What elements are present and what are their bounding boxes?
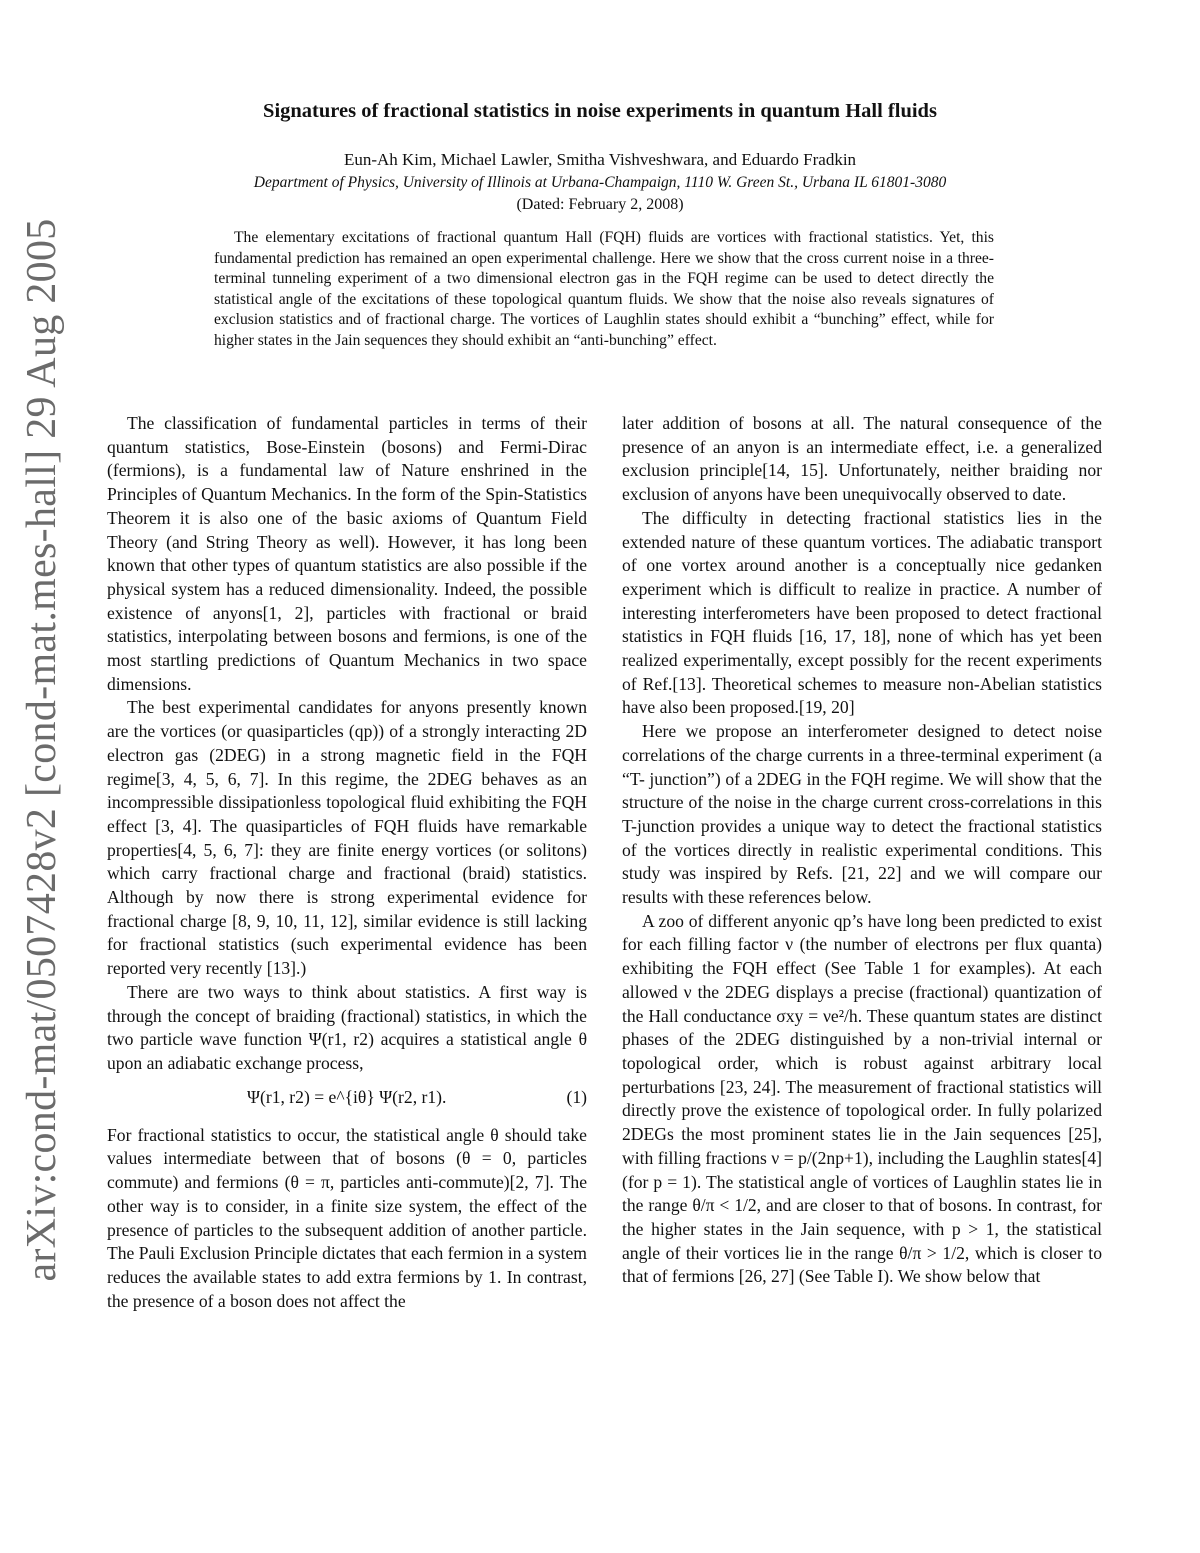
right-column — [622, 412, 1102, 1289]
paragraph: The classification of fundamental particles in terms of their quantum statistics, Bose-Einstein (bosons) and Fermi-Dirac (fermions), is a fundamental law of Nature enshrined in the Principles of Quantum Mechanics. In the form of the Spin-Statistics Theorem it is also one of the basic axioms of Quantum Field Theory (and String Theory as well). However, it has long been known that other types of quantum statistics are also possible if the physical system has a reduced dimensionality. Indeed, the possible existence of anyons[1, 2], particles with fractional or braid statistics, interpolating between bosons and fermions, is one of the most startling predictions of Quantum Mechanics in two space dimensions. — [107, 413, 587, 694]
paragraph: A zoo of different anyonic qp’s have long been predicted to exist for each filling factor ν (the number of electrons per flux quanta) exhibiting the FQH effect (See Table 1 for examples). At each allowed ν the 2DEG displays a precise (fractional) quantization of the Hall conductance σxy = νe²/h. These quantum states are distinct phases of the 2DEG distinguished by a non-trivial internal or topological order, which is robust against arbitrary local perturbations [23, 24]. The measurement of fractional statistics will directly prove the existence of topological order. In fully polarized 2DEGs the most prominent states lie in the Jain sequences [25], with filling fractions ν = p/(2np+1), including the Laughlin states[4] (for p = 1). The statistical angle of vortices of Laughlin states lie in the range θ/π < 1/2, and are closer to that of bosons. In contrast, for the higher states in the Jain sequence, with p > 1, the statistical angle of their vortices lie in the range θ/π > 1/2, which is closer to that of fermions [26, 27] (See Table I). We show below that — [622, 910, 1102, 1287]
author-list: Eun-Ah Kim, Michael Lawler, Smitha Vishveshwara, and Eduardo Fradkin — [343, 150, 857, 169]
paragraph: The best experimental candidates for anyons presently known are the vortices (or quasiparticles (qp)) of a strongly interacting 2D electron gas (2DEG) in a strong magnetic field in the FQH regime[3, 4, 5, 6, 7]. In this regime, the 2DEG behaves as an incompressible dissipationless topological fluid exhibiting the FQH effect [3, 4]. The quasiparticles of FQH fluids have remarkable properties[4, 5, 6, 7]: they are finite energy vortices (or solitons) which carry fractional charge and fractional (braid) statistics. Although by now there is strong experimental evidence for fractional charge [8, 9, 10, 11, 12], similar evidence is still lacking for fractional statistics (such experimental evidence has been reported very recently [13].) — [107, 697, 587, 979]
left-column — [107, 412, 587, 1313]
arxiv-identifier-text: arXiv:cond-mat/0507428v2 [cond-mat.mes-hall] 29 Aug 2005 — [19, 218, 65, 1282]
equation-body: Ψ(r1, r2) = e^{iθ} Ψ(r2, r1). — [247, 1086, 447, 1107]
paragraph: For fractional statistics to occur, the statistical angle θ should take values intermediate between that of bosons (θ = 0, particles commute) and fermions (θ = π, particles anti-commute)[2, 7]. The other way is to consider, in a finite size system, the effect of the presence of particles to the subsequent addition of another particle. The Pauli Exclusion Principle dictates that each fermion in a system reduces the available states to add extra fermions by 1. In contrast, the presence of a boson does not affect the — [107, 1124, 587, 1311]
paragraph: Here we propose an interferometer designed to detect noise correlations of the charge currents in a three-terminal experiment (a “T- junction”) of a 2DEG in the FQH regime. We will show that the structure of the noise in the charge current cross-correlations in this T-junction provides a unique way to detect the fractional statistics of the vortices directly in realistic experimental conditions. This study was inspired by Refs. [21, 22] and we will compare our results with these references below. — [622, 721, 1102, 908]
date-line: (Dated: February 2, 2008) — [516, 196, 684, 213]
arxiv-identifier-stamp — [12, 220, 72, 1280]
paragraph: later addition of bosons at all. The natural consequence of the presence of an anyon is an intermediate effect, i.e. a generalized exclusion principle[14, 15]. Unfortunately, neither braiding nor exclusion of anyons have been unequivocally observed to date. — [622, 413, 1102, 505]
abstract: The elementary excitations of fractional quantum Hall (FQH) fluids are vortices with fractional statistics. Yet, this fundamental prediction has remained an open experimental challenge. Here we show that the cross current noise in a three-terminal tunneling experiment of a two dimensional electron gas in the FQH regime can be used to detect directly the statistical angle of the excitations of these topological quantum fluids. We show that the noise also reveals signatures of exclusion statistics and of fractional charge. The vortices of Laughlin states should exhibit a “bunching” effect, while for higher states in the Jain sequences they should exhibit an “anti-bunching” effect. — [214, 229, 994, 349]
paragraph: There are two ways to think about statistics. A first way is through the concept of braiding (fractional) statistics, in which the two particle wave function Ψ(r1, r2) acquires a statistical angle θ upon an adiabatic exchange process, — [107, 981, 587, 1073]
paper-title: Signatures of fractional statistics in noise experiments in quantum Hall fluids — [263, 100, 937, 122]
affiliation: Department of Physics, University of Illinois at Urbana-Champaign, 1110 W. Green St., Urbana IL 61801-3080 — [253, 174, 947, 191]
equation-number: (1) — [566, 1086, 587, 1107]
equation-1 — [107, 1082, 587, 1118]
paragraph: The difficulty in detecting fractional statistics lies in the extended nature of these quantum vortices. The adiabatic transport of one vortex around another is a conceptually nice gedanken experiment which is difficult to realize in practice. A number of interesting interferometers have been proposed to detect fractional statistics in FQH fluids [16, 17, 18], none of which has yet been realized experimentally, except possibly for the recent experiments of Ref.[13]. Theoretical schemes to measure non-Abelian statistics have also been proposed.[19, 20] — [622, 507, 1102, 718]
